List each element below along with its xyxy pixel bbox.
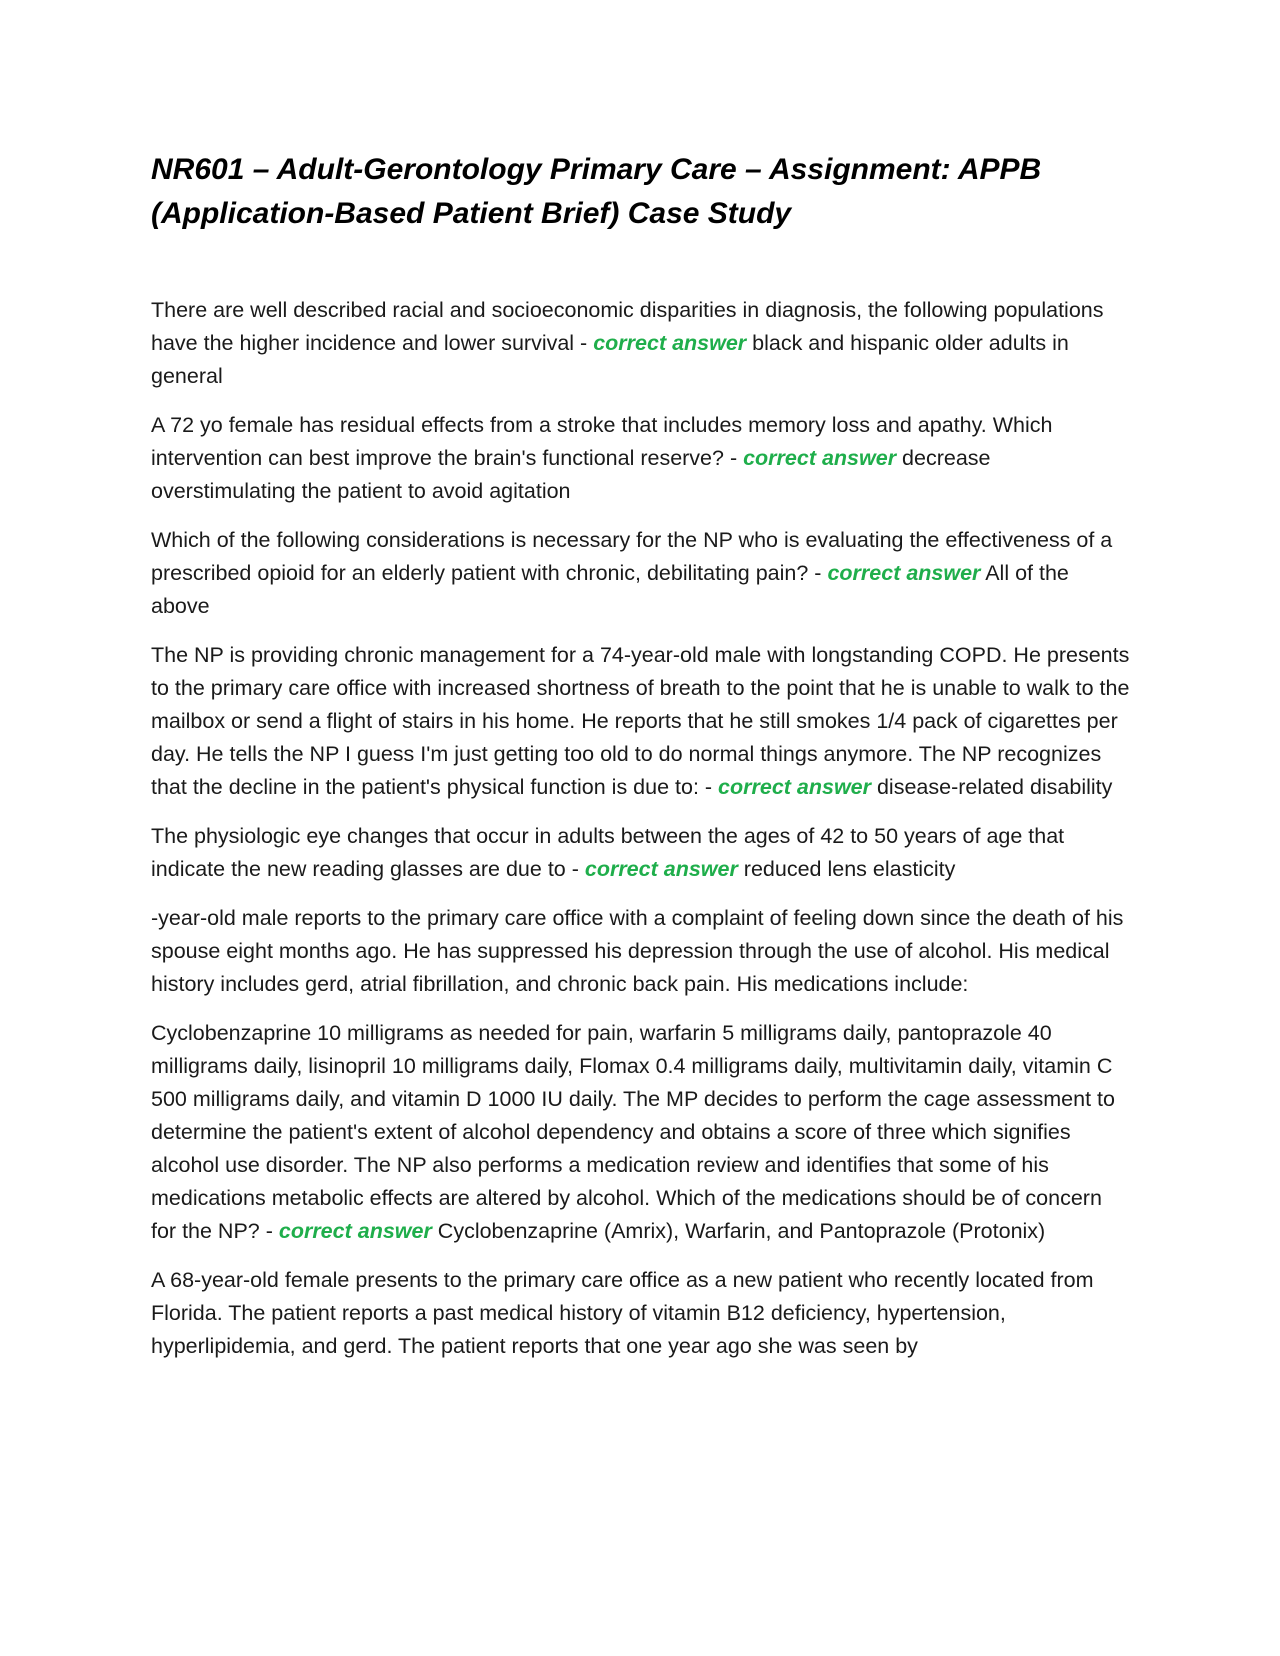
qa-item-6: [151, 1017, 1131, 1248]
question-text: There are well described racial and socioeconomic disparities in diagnosis, the following populations have the higher incidence and lower survival -: [151, 298, 1104, 355]
qa-item-1: [151, 294, 1131, 393]
correct-answer-label: correct answer: [743, 446, 897, 470]
answer-text: disease-related disability: [871, 775, 1113, 799]
answer-text: Cyclobenzaprine (Amrix), Warfarin, and Pantoprazole (Protonix): [431, 1219, 1046, 1243]
correct-answer-label: correct answer: [593, 331, 747, 355]
answer-text: reduced lens elasticity: [737, 857, 956, 881]
title-line-2: (Application-Based Patient Brief) Case Study: [151, 197, 792, 230]
correct-answer-label: correct answer: [718, 775, 871, 799]
qa-item-5: [151, 820, 1131, 886]
correct-answer-label: correct answer: [827, 561, 981, 585]
document-body: [151, 294, 1131, 1363]
answer-text: All of the above: [151, 561, 1069, 618]
case-7-text: A 68-year-old female presents to the primary care office as a new patient who recently located from Florida. The patient reports a past medical history of vitamin B12 deficiency, hypertension, hyperlipidemia, and gerd. The patient reports that one year ago she was seen by: [151, 1268, 1094, 1358]
document-page: [151, 148, 1131, 1379]
answer-text: decrease overstimulating the patient to avoid agitation: [151, 446, 991, 503]
qa-item-3: [151, 524, 1131, 623]
qa-item-4: [151, 639, 1131, 804]
correct-answer-label: correct answer: [584, 857, 738, 881]
title-line-1: NR601 – Adult-Gerontology Primary Care – Assignment: APPB: [151, 153, 1042, 186]
question-text: The NP is providing chronic management for a 74-year-old male with longstanding COPD. He presents to the primary care office with increased shortness of breath to the point that he is unable to walk to the mailbox or send a flight of stairs in his home. He reports that he still smokes 1/4 pack of cigarettes per day. He tells the NP I guess I'm just getting too old to do normal things anymore. The NP recognizes that the decline in the patient's physical function is due to: -: [151, 643, 1130, 799]
answer-text: black and hispanic older adults in general: [151, 331, 1069, 388]
question-text: A 72 yo female has residual effects from a stroke that includes memory loss and apathy. Which intervention can best improve the brain's functional reserve? -: [151, 413, 1053, 470]
question-text: Cyclobenzaprine 10 milligrams as needed for pain, warfarin 5 milligrams daily, pantoprazole 40 milligrams daily, lisinopril 10 milligrams daily, Flomax 0.4 milligrams daily, multivitamin daily, vitamin C 500 milligrams daily, and vitamin D 1000 IU daily. The MP decides to perform the cage assessment to determine the patient's extent of alcohol dependency and obtains a score of three which signifies alcohol use disorder. The NP also performs a medication review and identifies that some of his medications metabolic effects are altered by alcohol. Which of the medications should be of concern for the NP? -: [151, 1021, 1115, 1243]
question-text: The physiologic eye changes that occur in adults between the ages of 42 to 50 years of age that indicate the new reading glasses are due to -: [151, 824, 1065, 881]
case-6-intro: -year-old male reports to the primary care office with a complaint of feeling down since the death of his spouse eight months ago. He has suppressed his depression through the use of alcohol. His medical history includes gerd, atrial fibrillation, and chronic back pain. His medications include:: [151, 906, 1124, 996]
correct-answer-label: correct answer: [278, 1219, 432, 1243]
question-text: Which of the following considerations is necessary for the NP who is evaluating the effectiveness of a prescribed opioid for an elderly patient with chronic, debilitating pain? -: [151, 528, 1113, 585]
qa-item-2: [151, 409, 1131, 508]
document-title: [151, 148, 1131, 236]
